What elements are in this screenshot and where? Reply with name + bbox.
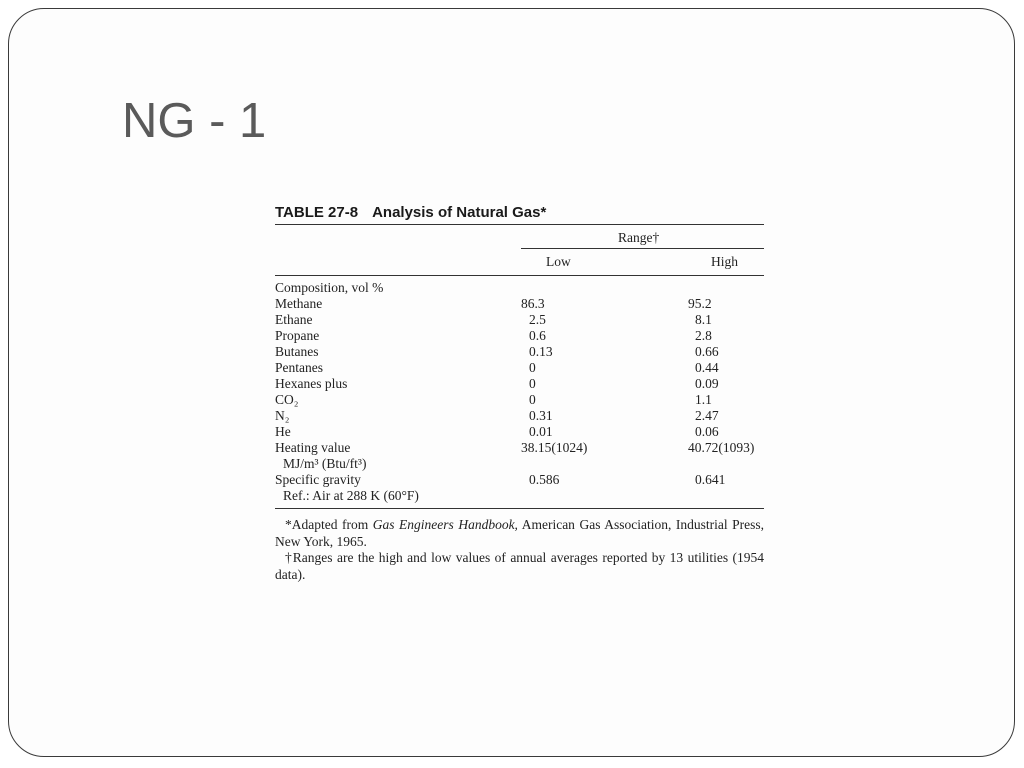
row-high-value: 0.66 xyxy=(695,344,719,359)
row-high-value: 2.8 xyxy=(695,328,712,343)
row-label: Ref.: Air at 288 K (60°F) xyxy=(283,488,419,503)
row-label: Pentanes xyxy=(275,360,323,375)
column-header-row xyxy=(275,249,764,275)
row-label: N₂ xyxy=(275,408,290,423)
slide-frame xyxy=(8,8,1015,757)
table-bottom-rule xyxy=(275,508,764,509)
slide-title: NG - 1 xyxy=(122,94,267,148)
footnote-source-title: Gas Engineers Handbook, xyxy=(372,517,518,532)
row-high-value: 0.06 xyxy=(695,424,719,439)
table-row xyxy=(275,440,764,456)
row-low-value: 0 xyxy=(529,392,536,407)
row-high-value: 0.09 xyxy=(695,376,719,391)
table-row xyxy=(275,376,764,392)
column-header-high: High xyxy=(711,254,738,269)
table-row xyxy=(275,472,764,488)
row-high-value: 0.44 xyxy=(695,360,719,375)
row-label: Ethane xyxy=(275,312,313,327)
row-label: CO₂ xyxy=(275,392,299,407)
table-row xyxy=(275,408,764,424)
row-label: MJ/m³ (Btu/ft³) xyxy=(283,456,367,471)
row-low-value: 0.586 xyxy=(529,472,560,487)
row-high-value: 40.72(1093) xyxy=(688,440,755,455)
row-low-value: 0.31 xyxy=(529,408,553,423)
row-high-value: 8.1 xyxy=(695,312,712,327)
footnote-source-prefix: *Adapted from xyxy=(285,517,373,532)
row-low-value: 0 xyxy=(529,376,536,391)
row-label: Methane xyxy=(275,296,323,311)
table-footnotes xyxy=(275,517,764,583)
range-label: Range† xyxy=(618,230,660,245)
row-label: He xyxy=(275,424,291,439)
table-row xyxy=(275,424,764,440)
row-label: Propane xyxy=(275,328,320,343)
column-header-low: Low xyxy=(546,254,571,269)
row-low-value: 38.15(1024) xyxy=(521,440,588,455)
row-low-value: 2.5 xyxy=(529,312,546,327)
row-label: Specific gravity xyxy=(275,472,361,487)
table-row xyxy=(275,312,764,328)
range-header xyxy=(275,225,764,249)
row-label: Butanes xyxy=(275,344,319,359)
table-row xyxy=(275,344,764,360)
table-number: TABLE 27-8 xyxy=(275,204,359,221)
table-row xyxy=(275,488,764,504)
row-high-value: 1.1 xyxy=(695,392,712,407)
table-row xyxy=(275,360,764,376)
row-label: Heating value xyxy=(275,440,351,455)
table-title: Analysis of Natural Gas* xyxy=(372,204,547,221)
row-high-value: 0.641 xyxy=(695,472,726,487)
footnote-source xyxy=(275,517,764,550)
footnote-range: †Ranges are the high and low values of annual averages reported by 13 utilities (1954 data). xyxy=(275,550,764,582)
table-row xyxy=(275,456,764,472)
row-low-value: 86.3 xyxy=(521,296,545,311)
row-low-value: 0.01 xyxy=(529,424,553,439)
table-row xyxy=(275,328,764,344)
table-body xyxy=(275,276,764,508)
row-high-value: 95.2 xyxy=(688,296,712,311)
row-low-value: 0.13 xyxy=(529,344,553,359)
footnote-source-suffix: American Gas Association, Industrial Press, New York, 1965. xyxy=(275,517,765,549)
table-row xyxy=(275,392,764,408)
row-label: Hexanes plus xyxy=(275,376,348,391)
row-low-value: 0.6 xyxy=(529,328,546,343)
row-low-value: 0 xyxy=(529,360,536,375)
table-row xyxy=(275,280,764,296)
table-row xyxy=(275,296,764,312)
table-caption xyxy=(275,202,764,224)
row-high-value: 2.47 xyxy=(695,408,719,423)
row-label: Composition, vol % xyxy=(275,280,384,295)
table-figure xyxy=(275,202,764,583)
